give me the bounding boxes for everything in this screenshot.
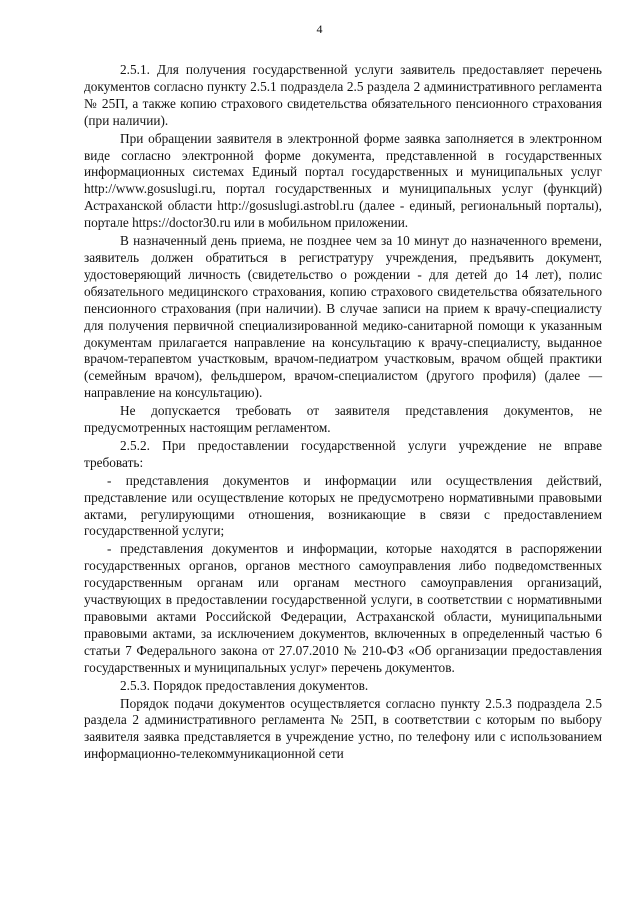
paragraph-2-5-1: 2.5.1. Для получения государственной услуги заявитель предоставляет перечень документов согласно пункту 2.5.1 подраздела 2.5 раздела 2 административного регламента № 25П, а также копию страхового свидетельства обязательного пенсионного страхования (при наличии). <box>84 62 602 128</box>
paragraph-submission-order: Порядок подачи документов осуществляется согласно пункту 2.5.3 подраздела 2.5 раздела 2 административного регламента № 25П, в соответствии с которым по выбору заявителя заявка представляется в учреждение устно, по телефону или с использованием информационно-телекоммуникационной сети <box>84 695 602 762</box>
paragraph-2-5-3: 2.5.3. Порядок предоставления документов. <box>120 677 369 693</box>
page-number: 4 <box>316 22 323 36</box>
document-body <box>84 62 602 764</box>
paragraph-not-allowed: Не допускается требовать от заявителя представления документов, не предусмотренных настоящим регламентом. <box>84 403 602 436</box>
paragraph-appointment-day: В назначенный день приема, не позднее чем за 10 минут до назначенного времени, заявитель должен обратиться в регистратуру учреждения, предъявить документ, удостоверяющий личность (свидетельство о рождении - для детей до 14 лет), полис обязательного медицинского страхования, копию страхового свидетельства обязательного пенсионного страхования (при наличии). В случае записи на прием к врачу-специалисту для получения первичной специализированной медико-санитарной помощи к указанным документам прилагается направление на консультацию к врачу-специалисту, выданное врачом-терапевтом участковым, врачом-педиатром участковым, врачом общей практики (семейным врачом), фельдшером, врачом-специалистом (другого профиля) (далее — направление на консультацию). <box>84 233 602 401</box>
paragraph-2-5-2: 2.5.2. При предоставлении государственной услуги учреждение не вправе требовать: <box>84 437 602 470</box>
paragraph-electronic-form: При обращении заявителя в электронной форме заявка заполняется в электронном виде согласно электронной форме документа, представленной в государственных информационных системах Единый портал государственных и муниципальных услуг http://www.gosuslugi.ru, портал государственных и муниципальных услуг (функций) Астраханской области http://gosuslugi.astrobl.ru (далее - единый, региональный порталы), портале https://doctor30.ru или в мобильном приложении. <box>84 130 602 231</box>
list-item-actions: - представления документов и информации или осуществления действий, представление или осуществление которых не предусмотрено нормативными правовыми актами, регулирующими отношения, возникающие в связи с предоставлением государственной услуги; <box>84 472 602 539</box>
list-item-documents: - представления документов и информации, которые находятся в распоряжении государственных органов, органов местного самоуправления либо подведомственных государственным органам или органам местного самоуправления организаций, участвующих в предоставлении государственной услуги, в соответствии с нормативными правовыми актами Российской Федерации, Астраханской области, муниципальными правовыми актами, за исключением документов, включенных в определенный частью 6 статьи 7 Федерального закона от 27.07.2010 № 210-ФЗ «Об организации предоставления государственных и муниципальных услуг» перечень документов. <box>84 541 602 675</box>
